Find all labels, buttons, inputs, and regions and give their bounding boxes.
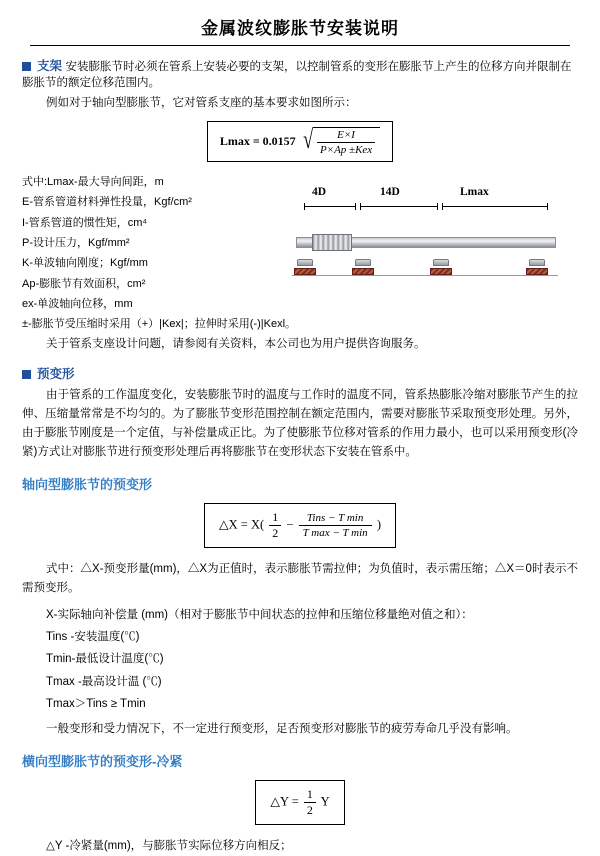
formula-lmax-numerator: E×I	[317, 129, 375, 143]
document-body	[0, 56, 600, 856]
legend-item: ex-单波轴向位移，mm	[22, 298, 133, 311]
formula-axial-ratio-den: T max − T min	[302, 526, 368, 539]
legend-item: K-单波轴向刚度；Kgf/mm	[22, 257, 148, 270]
section-axial-closing: 一般变形和受力情况下，不一定进行预变形，足否预变形对膨胀节的疲劳寿命几乎没有影响。	[46, 722, 518, 735]
section-lateral-note: △Y -冷紧量(mm)，与膨胀节实际位移方向相反；	[46, 839, 292, 852]
sqrt-symbol-icon: √ $\frac{E\times I}{\text{P×Ap ±Kex}}$	[301, 127, 381, 156]
formula-lmax-denominator: P×Ap ±Kex	[319, 143, 373, 156]
formula-axial-half-num: 1	[269, 510, 281, 526]
axial-item: Tmax＞Tins ≥ Tmin	[46, 698, 146, 711]
bellows-expansion-joint	[312, 234, 352, 251]
subsection-heading-lateral: 横向型膨胀节的预变形-冷紧	[22, 753, 183, 769]
diagram-dimension-lines	[290, 202, 578, 212]
subsection-heading-axial: 轴向型膨胀节的预变形	[22, 476, 153, 492]
ground-line	[292, 275, 558, 276]
legend-and-figure	[22, 172, 578, 335]
formula-axial-minus: −	[286, 516, 294, 531]
blue-square-bullet-icon	[22, 62, 31, 71]
formula-axial-lhs: △X = X(	[219, 516, 265, 531]
formula-lateral-half-num: 1	[304, 787, 316, 803]
formula-legend-list	[22, 172, 297, 335]
dimension-line-14d	[360, 206, 438, 207]
legend-item: ±-膨胀节受压缩时采用（+）|Kex|；拉伸时采用(-)|Kexl。	[22, 318, 297, 331]
section-heading-predeform	[22, 364, 578, 382]
legend-item: 式中:Lmax-最大导向间距，m	[22, 175, 164, 188]
axial-item: Tmax -最高设计温 (℃)	[46, 675, 162, 688]
section-predeform-para1: 由于管系的工作温度变化，安装膨胀节时的温度与工作时的温度不同，管系热膨胀冷缩对膨胀节产生的拉伸、压缩量常常是不均匀的。为了膨胀节变形范围控制在额定范围内，需要对膨胀节采取预变形处理。另外，由于膨胀节刚度是一个定值，与补偿量成正比。为了使膨胀节位移对管系的作用力最小，也可以采用预变形(冷紧)方式让对膨胀节进行预变形处理后再将膨胀节在变形状态下安装在管系中。	[22, 388, 578, 458]
page-title: 金属波纹膨胀节安装说明	[201, 19, 399, 38]
section-axial-note: 式中：△X-预变形量(mm)，△X为正值时，表示膨胀节需拉伸；为负值时，表示需压缩；△X＝0时表示不需预变形。	[22, 562, 578, 594]
formula-lateral-rhs: Y	[320, 793, 330, 808]
formula-axial-rhs: )	[376, 516, 381, 531]
section-heading-bracket-label: 支架	[37, 59, 63, 73]
dimension-line-4d	[304, 206, 356, 207]
diagram-label-4d: 4D	[312, 185, 327, 198]
pipe-guide-support	[352, 259, 374, 275]
formula-lmax-lhs: Lmax = 0.0157	[219, 133, 296, 148]
pipe-guide-support	[430, 259, 452, 275]
legend-item: I-管系管道的惯性矩，cm⁴	[22, 216, 148, 229]
legend-item: Ap-膨胀节有效面积，cm²	[22, 277, 146, 290]
section-bracket-lead: 安装膨胀节时必须在管系上安装必要的支架，以控制管系的变形在膨胀节上产生的位移方向并限制在膨胀节的额定位移范围内。	[22, 61, 572, 89]
title-divider	[30, 45, 570, 46]
formula-axial-ratio-num: Tins − T min	[299, 512, 372, 526]
formula-axial-predeform	[22, 503, 578, 548]
formula-axial-half-den: 2	[272, 525, 279, 540]
pipe-support-diagram	[290, 172, 578, 281]
diagram-label-lmax: Lmax	[460, 185, 489, 198]
formula-lateral-half-den: 2	[306, 802, 313, 817]
document-page	[0, 14, 600, 852]
formula-lateral-lhs: △Y =	[270, 793, 299, 808]
section-bracket-para2: 例如对于轴向型膨胀节，它对管系支座的基本要求如图所示：	[46, 97, 357, 109]
axial-item: Tmin-最低设计温度(℃)	[46, 653, 164, 666]
legend-item: E-管系管道材料弹性投量，Kgf/cm²	[22, 196, 192, 209]
axial-item: Tins -安装温度(℃)	[46, 630, 140, 643]
dimension-line-lmax	[442, 206, 548, 207]
legend-item: P-设计压力，Kgf/mm²	[22, 237, 130, 249]
blue-square-bullet-icon	[22, 370, 31, 379]
formula-lmax	[22, 121, 578, 162]
pipe-end-support	[526, 259, 548, 275]
pipe-assembly-illustration	[290, 215, 558, 281]
diagram-dimension-labels	[290, 186, 578, 202]
pipe-anchor-support	[294, 259, 316, 275]
diagram-label-14d: 14D	[380, 185, 400, 198]
section-bracket-closing: 关于管系支座设计问题，请参阅有关资料，本公司也为用户提供咨询服务。	[46, 337, 426, 350]
section-heading-predeform-label: 预变形	[37, 366, 75, 381]
axial-item: X-实际轴向补偿量 (mm)（相对于膨胀节中间状态的拉伸和压缩位移量绝对值之和）：	[46, 608, 473, 621]
section-heading-bracket	[22, 56, 578, 90]
section-axial-items	[22, 604, 578, 716]
formula-lateral-coldspring	[22, 780, 578, 825]
